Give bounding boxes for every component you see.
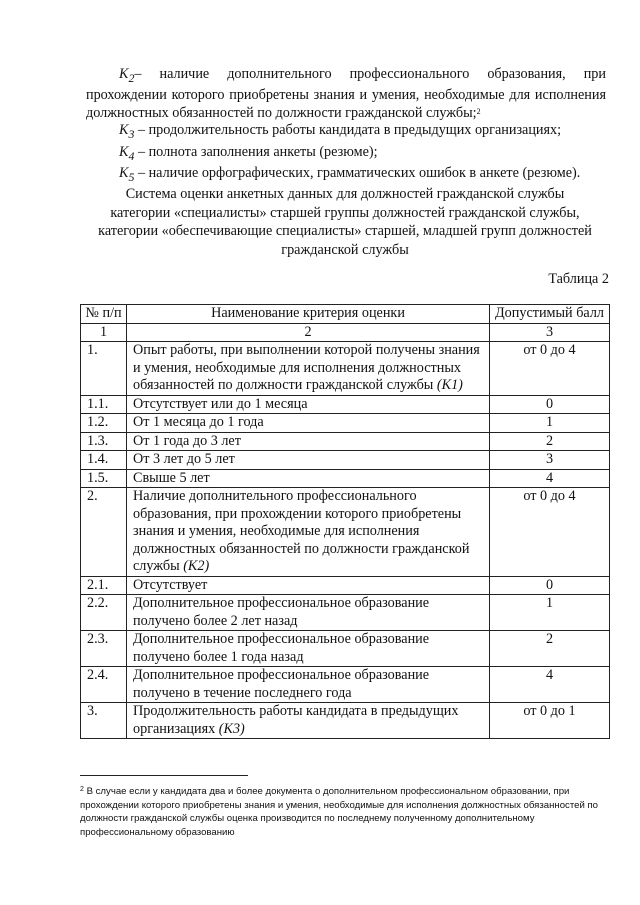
title-line: гражданской службы	[281, 241, 409, 258]
criterion-name: От 1 месяца до 1 года	[133, 414, 264, 430]
header-num: № п/п	[81, 305, 127, 324]
criterion-name: От 3 лет до 5 лет	[133, 451, 235, 467]
criterion-code: (K1)	[436, 377, 463, 393]
row-criterion	[127, 488, 490, 577]
row-number: 2.1.	[81, 576, 127, 595]
table-row	[81, 576, 610, 595]
footnote	[80, 785, 610, 839]
row-number: 1.1.	[81, 395, 127, 414]
criterion-symbol: $K_2$	[119, 66, 135, 85]
table-row	[81, 451, 610, 470]
criterion-text: – продолжительность работы кандидата в предыдущих организациях;	[134, 122, 562, 139]
criterion-name: Отсутствует	[133, 576, 208, 593]
footnote-mark: 2	[80, 786, 84, 793]
row-number: 1.5.	[81, 469, 127, 488]
criterion-code: (K2)	[183, 558, 210, 574]
criterion-symbol: $K_4$	[119, 143, 135, 163]
table-row	[81, 703, 610, 739]
table-row	[81, 667, 610, 703]
criterion-name: Дополнительное профессиональное образование получено более 2 лет назад	[133, 595, 430, 629]
table-row	[81, 469, 610, 488]
row-score: 0	[490, 395, 610, 414]
table-row	[81, 395, 610, 414]
criterion-text: – наличие орфографических, грамматических ошибок в анкете (резюме).	[134, 164, 581, 181]
criterion-name: От 1 года до 3 лет	[133, 432, 241, 449]
title-line: Система оценки анкетных данных для должностей гражданской службы	[125, 186, 565, 202]
criterion-name: Опыт работы, при выполнении которой получены знания и умения, необходимые для исполнения должностных обязанностей по должности гражданской службы	[133, 342, 480, 393]
table-row	[81, 414, 610, 433]
criterion-name: Дополнительное профессиональное образование получено более 1 года назад	[133, 631, 430, 665]
row-score: 2	[490, 631, 610, 667]
criterion-name: Отсутствует или до 1 месяца	[133, 395, 308, 412]
criterion-symbol: $K_3$	[119, 122, 135, 142]
row-number: 2.2.	[81, 595, 127, 631]
row-score: 4	[490, 469, 610, 488]
table-cell: 1	[81, 323, 127, 342]
table-cell: 3	[490, 323, 610, 342]
criterion-k5	[86, 165, 606, 186]
row-criterion	[127, 595, 490, 631]
row-criterion	[127, 631, 490, 667]
criteria-list	[86, 66, 606, 186]
row-score: 2	[490, 432, 610, 451]
row-number: 1.4.	[81, 451, 127, 470]
row-score: 4	[490, 667, 610, 703]
row-score: 3	[490, 451, 610, 470]
row-number: 3.	[81, 703, 127, 739]
criteria-table	[80, 304, 610, 739]
row-score: 1	[490, 595, 610, 631]
section-title	[80, 185, 610, 259]
table-label: Таблица 2	[548, 271, 609, 287]
row-criterion	[127, 576, 490, 595]
criterion-name: Продолжительность работы кандидата в предыдущих организациях	[133, 703, 459, 737]
row-criterion	[127, 469, 490, 488]
footnote-text: В случае если у кандидата два и более документа о дополнительном профессиональном образовании, при прохождении которого приобретены знания и умения, необходимые для исполнения должностных обязанностей по должности гражданской службы оценка производится по последнему полученному дополнительному профессиональному образованию	[80, 786, 599, 838]
table-row	[81, 342, 610, 396]
criterion-name: Наличие дополнительного профессионального образования, при прохождении которого приобретены знания и умения, необходимые для исполнения должностных обязанностей по должности гражданской службы	[133, 488, 470, 574]
row-number: 1.3.	[81, 432, 127, 451]
row-criterion	[127, 414, 490, 433]
header-score: Допустимый балл	[490, 305, 610, 324]
criterion-text: – наличие дополнительного профессионального образования, при прохождении которого приобретены знания и умения, необходимые для исполнения должностных обязанностей по должности гражданской службы;	[86, 66, 606, 121]
criterion-code: (K3)	[218, 720, 245, 737]
footnote-divider	[80, 775, 248, 776]
row-score: от 0 до 4	[490, 342, 610, 396]
row-score: 0	[490, 576, 610, 595]
row-score: от 0 до 4	[490, 488, 610, 577]
table-row	[81, 488, 610, 577]
criterion-name: Дополнительное профессиональное образование получено в течение последнего года	[133, 667, 430, 701]
footnote-ref: 2	[476, 106, 481, 116]
table-index-row	[81, 323, 610, 342]
row-number: 2.	[81, 488, 127, 577]
table-header-row	[81, 305, 610, 324]
row-criterion	[127, 395, 490, 414]
row-criterion	[127, 342, 490, 396]
criterion-symbol: $K_5$	[119, 164, 135, 184]
table-row	[81, 432, 610, 451]
row-number: 2.3.	[81, 631, 127, 667]
row-criterion	[127, 451, 490, 470]
criterion-k3	[86, 122, 606, 143]
criterion-k4	[86, 144, 606, 165]
row-score: от 0 до 1	[490, 703, 610, 739]
title-line: категории «обеспечивающие специалисты» старшей, младшей групп должностей	[98, 223, 592, 239]
criterion-name: Свыше 5 лет	[133, 469, 210, 486]
row-number: 2.4.	[81, 667, 127, 703]
table-cell: 2	[127, 323, 490, 342]
row-number: 1.2.	[81, 414, 127, 433]
criterion-text: – полнота заполнения анкеты (резюме);	[134, 143, 378, 160]
title-line: категории «специалисты» старшей группы должностей гражданской службы,	[110, 204, 580, 221]
criterion-k2	[86, 66, 606, 122]
row-number: 1.	[81, 342, 127, 396]
row-criterion	[127, 432, 490, 451]
row-score: 1	[490, 414, 610, 433]
table-row	[81, 631, 610, 667]
row-criterion	[127, 667, 490, 703]
header-name: Наименование критерия оценки	[127, 305, 490, 324]
row-criterion	[127, 703, 490, 739]
table-row	[81, 595, 610, 631]
